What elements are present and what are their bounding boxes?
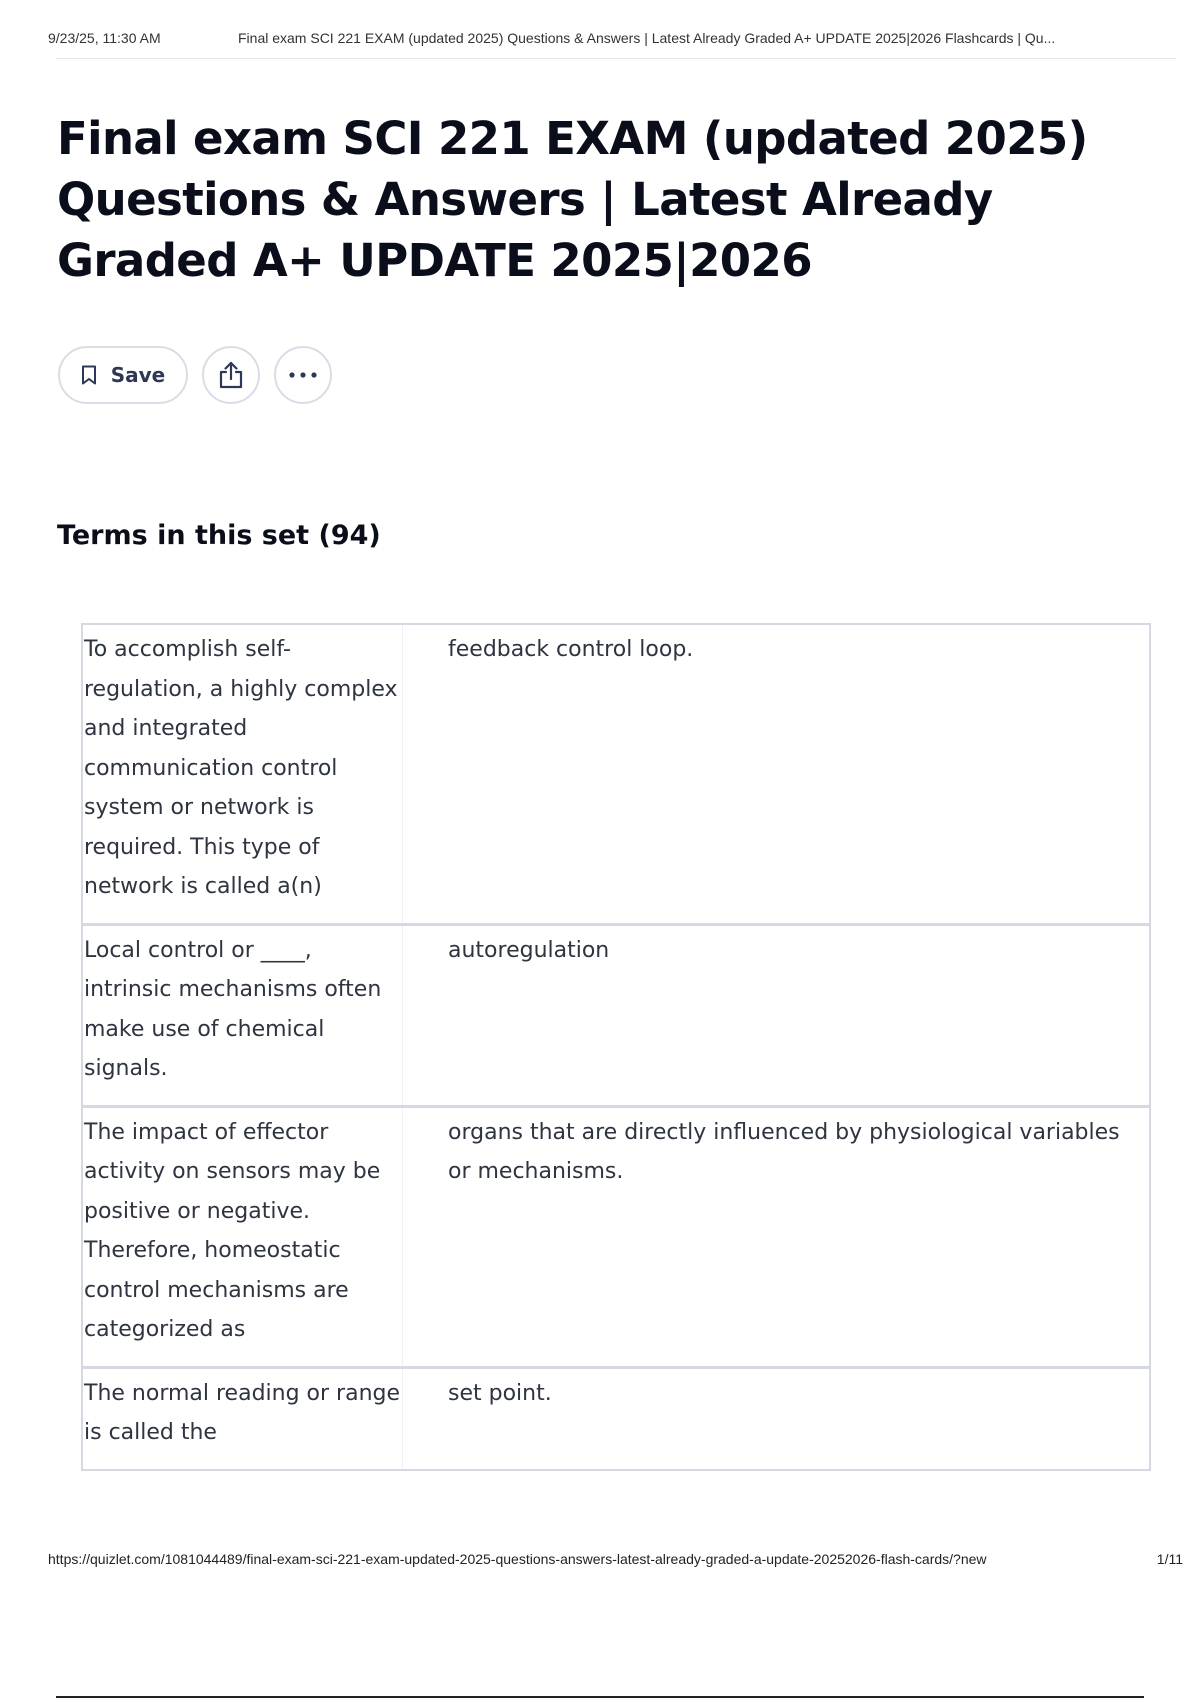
print-datetime: 9/23/25, 11:30 AM [48, 30, 161, 46]
more-icon [289, 372, 317, 378]
term-card [83, 1105, 1149, 1366]
set-actions [58, 346, 332, 404]
page-number: 1/11 [1156, 1551, 1183, 1567]
more-options-button[interactable] [274, 346, 332, 404]
term-text: The normal reading or range is called the [83, 1369, 403, 1469]
print-page-title: Final exam SCI 221 EXAM (updated 2025) Questions & Answers | Latest Already Graded A+ UPDATE 2025|2026 Flashcards | Qu... [238, 30, 1056, 46]
save-label: Save [110, 363, 166, 387]
term-card [83, 1366, 1149, 1469]
share-button[interactable] [202, 346, 260, 404]
term-text: Local control or ____, intrinsic mechanisms often make use of chemical signals. [83, 926, 403, 1105]
header-divider [56, 58, 1176, 59]
definition-text: organs that are directly influenced by physiological variables or mechanisms. [448, 1119, 1120, 1184]
terms-list [81, 623, 1151, 1471]
save-button[interactable] [58, 346, 188, 404]
term-card [83, 625, 1149, 923]
terms-heading: Terms in this set (94) [57, 520, 381, 551]
share-icon [218, 361, 244, 389]
bookmark-icon [81, 365, 97, 385]
term-text: The impact of effector activity on sensors may be positive or negative. Therefore, homeostatic control mechanisms are categorized as [83, 1108, 403, 1366]
definition-text: set point. [448, 1380, 552, 1406]
page-bottom-divider [56, 1696, 1144, 1698]
term-text: To accomplish self-regulation, a highly complex and integrated communication control system or network is required. This type of network is called a(n) [83, 625, 403, 923]
page-title: Final exam SCI 221 EXAM (updated 2025) Questions & Answers | Latest Already Graded A+ UPDATE 2025|2026 [57, 112, 1088, 287]
definition-text: feedback control loop. [448, 637, 694, 662]
term-card [83, 923, 1149, 1105]
print-url: https://quizlet.com/1081044489/final-exam-sci-221-exam-updated-2025-questions-answers-latest-already-graded-a-update-20252026-flash-cards/?new [48, 1551, 987, 1567]
definition-text: autoregulation [448, 937, 610, 963]
